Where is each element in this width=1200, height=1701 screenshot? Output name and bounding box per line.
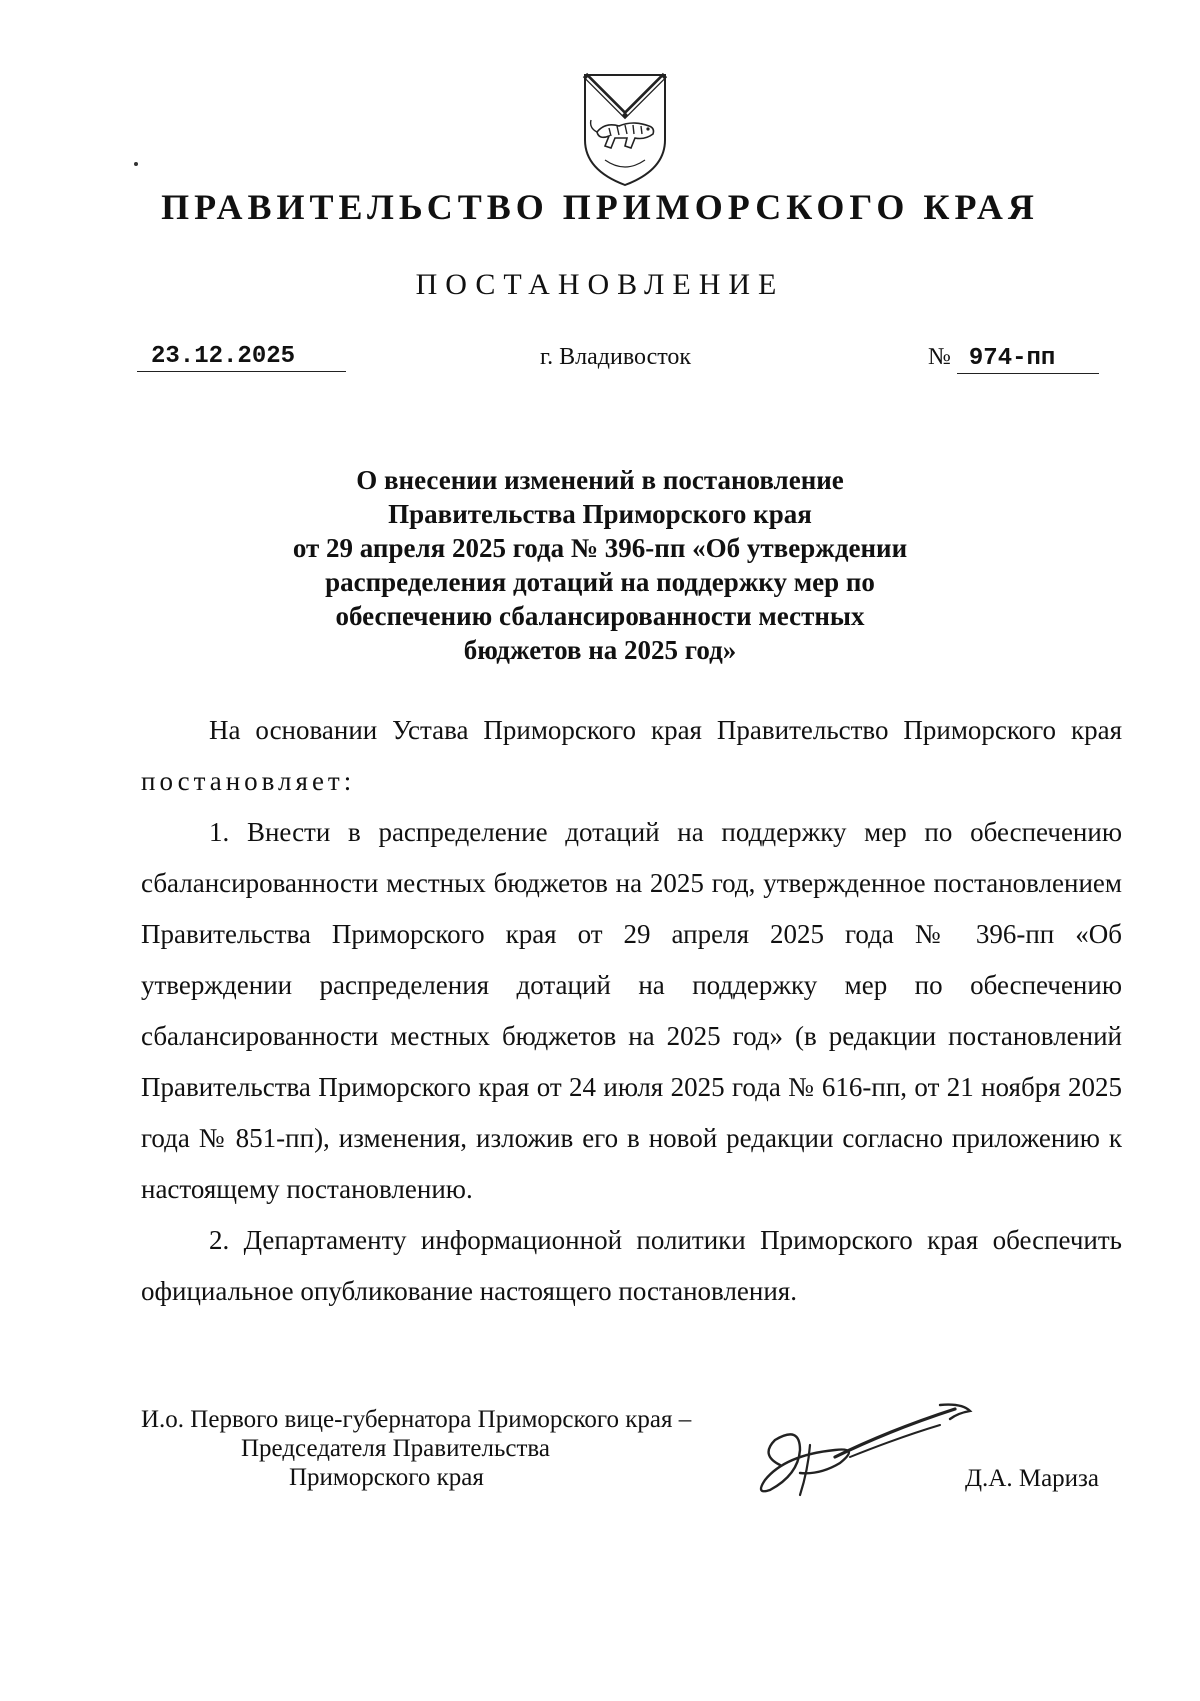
document-number bbox=[928, 343, 1099, 374]
subject-line: бюджетов на 2025 год» bbox=[463, 635, 737, 665]
document-body bbox=[141, 705, 1122, 1317]
subject-line: от 29 апреля 2025 года № 396-пп «Об утверждении bbox=[292, 533, 908, 563]
scan-speck bbox=[134, 162, 138, 166]
document-date: 23.12.2025 bbox=[137, 343, 346, 372]
item-1-paragraph: 1. Внести в распределение дотаций на поддержку мер по обеспечению сбалансированности местных бюджетов на 2025 год, утвержденное постановлением Правительства Приморского края от 29 апреля 2025 года № 396-пп «Об утверждении распределения дотаций на поддержку мер по обеспечению сбалансированности местных бюджетов на 2025 год» (в редакции постановлений Правительства Приморского края от 24 июля 2025 года № 616-пп, от 21 ноября 2025 года № 851-пп), изменения, изложив его в новой редакции согласно приложению к настоящему постановлению. bbox=[141, 817, 1122, 1204]
number-prefix: № bbox=[928, 344, 951, 370]
item-2-paragraph: 2. Департаменту информационной политики Приморского края обеспечить официальное опубликование настоящего постановления. bbox=[141, 1225, 1122, 1306]
coat-of-arms-icon bbox=[575, 70, 675, 190]
document-city: г. Владивосток bbox=[540, 344, 692, 370]
document-type: ПОСТАНОВЛЕНИЕ bbox=[415, 268, 785, 301]
subject-line: распределения дотаций на поддержку мер по bbox=[325, 567, 875, 597]
preamble-keyword: постановляет: bbox=[141, 766, 356, 796]
signatory-line: Приморского края bbox=[289, 1464, 484, 1491]
handwritten-signature bbox=[740, 1395, 990, 1510]
subject-line: обеспечению сбалансированности местных bbox=[335, 601, 865, 631]
signatory-title bbox=[141, 1405, 691, 1492]
preamble-paragraph bbox=[141, 705, 1122, 807]
signatory-line: И.о. Первого вице-губернатора Приморского края – bbox=[141, 1406, 692, 1433]
preamble-text: На основании Устава Приморского края Правительство Приморского края bbox=[209, 715, 1122, 745]
subject-line: Правительства Приморского края bbox=[388, 499, 812, 529]
subject-line: О внесении изменений в постановление bbox=[356, 465, 844, 495]
signatory-name: Д.А. Мариза bbox=[965, 1465, 1100, 1492]
signatory-line: Председателя Правительства bbox=[241, 1435, 550, 1462]
government-title: ПРАВИТЕЛЬСТВО ПРИМОРСКОГО КРАЯ bbox=[161, 187, 1039, 227]
document-subject bbox=[200, 463, 1000, 667]
number-value: 974-пп bbox=[957, 345, 1099, 374]
